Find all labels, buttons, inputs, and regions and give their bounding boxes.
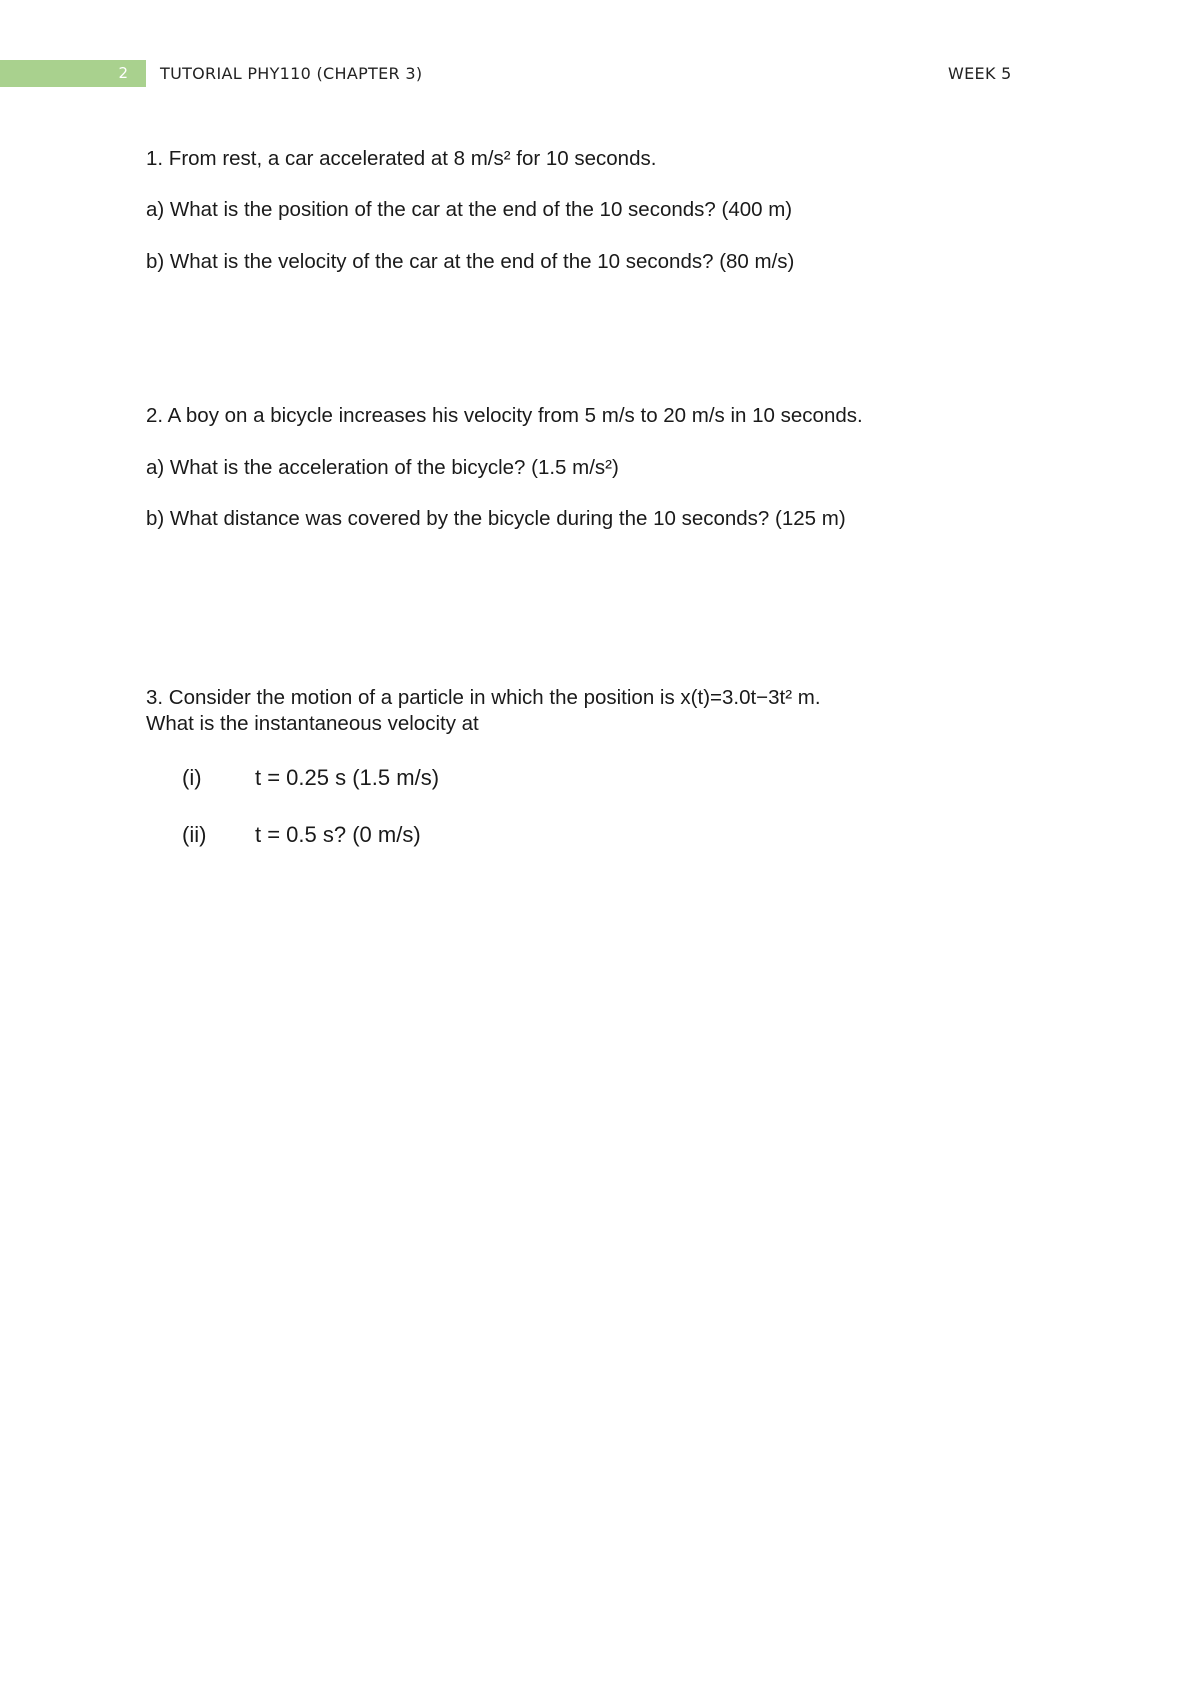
question-3-subpart-ii-label: (ii) [182,822,207,847]
question-2-part-b: b) What distance was covered by the bicycle during the 10 seconds? (125 m) [146,507,846,530]
question-3-subpart-i-label: (i) [182,765,202,790]
header-title: TUTORIAL PHY110 (CHAPTER 3) [160,64,423,83]
header-week: WEEK 5 [948,64,1012,83]
question-3-subpart-ii-text: t = 0.5 s? (0 m/s) [255,822,421,847]
question-2-part-a: a) What is the acceleration of the bicycle? (1.5 m/s²) [146,456,619,479]
page-number: 2 [118,64,128,82]
page-number-bar [0,60,146,87]
question-3-stem-line2: What is the instantaneous velocity at [146,712,479,735]
question-1-part-a: a) What is the position of the car at the end of the 10 seconds? (400 m) [146,198,793,221]
question-1-stem: 1. From rest, a car accelerated at 8 m/s² for 10 seconds. [146,147,657,170]
question-3-stem: 3. Consider the motion of a particle in which the position is x(t)=3.0t−3t² m. [146,686,821,709]
question-3-subpart-i-text: t = 0.25 s (1.5 m/s) [255,765,440,790]
question-1-part-b: b) What is the velocity of the car at the end of the 10 seconds? (80 m/s) [146,250,795,273]
question-2-stem: 2. A boy on a bicycle increases his velocity from 5 m/s to 20 m/s in 10 seconds. [146,404,863,427]
